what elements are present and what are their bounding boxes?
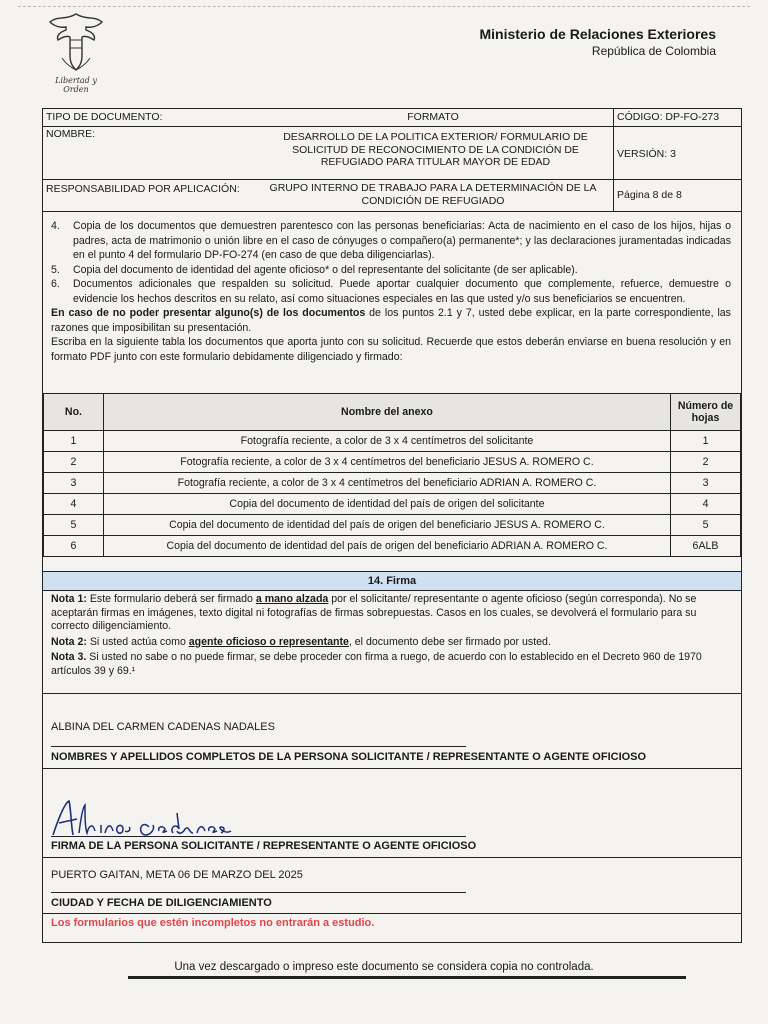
note-2: Nota 2: Si usted actúa como agente oficioso o representante, el documento debe ser firmado por usted. xyxy=(51,635,551,648)
handwritten-signature[interactable] xyxy=(49,797,269,846)
tipo-label: TIPO DE DOCUMENTO: xyxy=(46,111,163,123)
version: VERSIÓN: 3 xyxy=(613,126,741,179)
city-underline xyxy=(51,892,466,893)
signature-drawing xyxy=(49,797,269,841)
doc-info-row-tipo xyxy=(43,109,741,127)
divider xyxy=(43,857,741,858)
table-row: 4 Copia del documento de identidad del país de origen del solicitante 4 xyxy=(44,494,741,515)
list-item: 6. Documentos adicionales que respalden su solicitud. Puede aportar cualquier documento que complemente, refuerce, demuestre o evidencie los hechos descritos en su relato, así como situaciones especiales en las que usted y/o sus beneficiarios se encuentren. xyxy=(51,278,731,305)
table-row: 6 Copia del documento de identidad del país de origen del beneficiario ADRIAN A. ROMERO C. 6ALB xyxy=(44,536,741,557)
applicant-name-field[interactable]: ALBINA DEL CARMEN CADENAS NADALES xyxy=(51,721,275,733)
col-header-hojas: Número de hojas xyxy=(671,394,741,431)
ministry-title: Ministerio de Relaciones Exteriores xyxy=(479,26,716,42)
section-14-title: 14. Firma xyxy=(43,571,741,591)
republic-subtitle: República de Colombia xyxy=(591,44,716,58)
coat-of-arms-icon xyxy=(44,10,108,74)
note-1: Nota 1: Este formulario deberá ser firmado a mano alzada por el solicitante/ representante o agente oficioso (según corresponda). No se aceptarán firmas en imágenes, texto digital ni fotografías de firmas sobrepuestas. Casos en los cuales, se devolverá el formulario para su correcto diligenciamiento. xyxy=(51,593,697,632)
table-row: 3 Fotografía reciente, a color de 3 x 4 centímetros del beneficiario ADRIAN A. ROMERO C. 3 xyxy=(44,473,741,494)
tipo-value: FORMATO xyxy=(407,111,459,123)
annex-table xyxy=(43,393,741,557)
missing-docs-paragraph: En caso de no poder presentar alguno(s) de los documentos de los puntos 2.1 y 7, usted debe explicar, en la parte correspondiente, las razones que imposibilitan su presentación. xyxy=(51,307,731,334)
signature-underline xyxy=(51,836,466,837)
instructions-paragraph: Escriba en la siguiente tabla los documentos que aporta junto con su solicitud. Recuerde que estos deberán enviarse en buena resolución y en formato PDF junto con este formulario debidamente diligenciado y firmado: xyxy=(51,336,731,363)
coat-of-arms-logo xyxy=(44,10,108,94)
doc-info-row-resp xyxy=(43,179,741,212)
codigo: CÓDIGO: DP-FO-273 xyxy=(613,109,741,126)
resp-value: GRUPO INTERNO DE TRABAJO PARA LA DETERMINACIÓN DE LA CONDICIÓN DE REFUGIADO xyxy=(269,182,597,207)
divider xyxy=(43,913,741,914)
name-underline xyxy=(51,746,466,747)
city-date-label: CIUDAD Y FECHA DE DILIGENCIAMIENTO xyxy=(51,897,272,909)
table-row: 1 Fotografía reciente, a color de 3 x 4 centímetros del solicitante 1 xyxy=(44,431,741,452)
table-row: 5 Copia del documento de identidad del país de origen del beneficiario JESUS A. ROMERO C. 5 xyxy=(44,515,741,536)
footer-note: Una vez descargado o impreso este documento se considera copia no controlada. xyxy=(174,961,594,973)
divider xyxy=(43,693,741,694)
list-item: 5. Copia del documento de identidad del agente oficioso* o del representante del solicitante (de ser aplicable). xyxy=(51,263,578,276)
list-item: 4. Copia de los documentos que demuestren parentesco con las personas beneficiarias: Acta de nacimiento en el caso de los hijos, hijas o padres, acta de matrimonio o unión libre en el caso de cónyuges o compañero(a) permanente*; y las declaraciones juramentadas indicadas en el punto 4 del formulario DP-FO-274 (en caso de que deba diligenciarlas). xyxy=(51,220,731,261)
table-header-row xyxy=(44,394,741,431)
requirements-list xyxy=(51,219,731,306)
incomplete-warning: Los formularios que estén incompletos no entrarán a estudio. xyxy=(51,917,375,929)
pagina: Página 8 de 8 xyxy=(613,179,741,211)
note-3: Nota 3. Si usted no sabe o no puede firmar, se debe proceder con firma a ruego, de acuerdo con lo establecido en el Decreto 960 de 1970 artículos 39 y 69.¹ xyxy=(51,651,702,677)
page-top-border xyxy=(18,6,750,7)
city-date-field[interactable]: PUERTO GAITAN, META 06 DE MARZO DEL 2025 xyxy=(51,869,303,881)
resp-label: RESPONSABILIDAD POR APLICACIÓN: xyxy=(46,183,240,195)
nombre-label: NOMBRE: xyxy=(46,128,96,140)
signature-notes xyxy=(51,593,731,680)
col-header-nombre: Nombre del anexo xyxy=(103,394,670,431)
divider xyxy=(43,768,741,769)
table-row: 2 Fotografía reciente, a color de 3 x 4 centímetros del beneficiario JESUS A. ROMERO C. 2 xyxy=(44,452,741,473)
doc-info-row-nombre xyxy=(43,126,741,180)
form-frame xyxy=(42,108,742,943)
requirements-text xyxy=(51,219,731,364)
logo-caption: Libertad y Orden xyxy=(55,76,97,94)
signature-label: FIRMA DE LA PERSONA SOLICITANTE / REPRESENTANTE O AGENTE OFICIOSO xyxy=(51,840,477,852)
col-header-no: No. xyxy=(44,394,104,431)
applicant-name-label: NOMBRES Y APELLIDOS COMPLETOS DE LA PERSONA SOLICITANTE / REPRESENTANTE O AGENTE OFICIOSO xyxy=(51,751,647,763)
footer-bar xyxy=(128,976,686,979)
nombre-value: DESARROLLO DE LA POLITICA EXTERIOR/ FORMULARIO DE SOLICITUD DE RECONOCIMIENTO DE LA CONDICIÓN DE REFUGIADO PARA TITULAR MAYOR DE EDAD xyxy=(283,131,588,168)
